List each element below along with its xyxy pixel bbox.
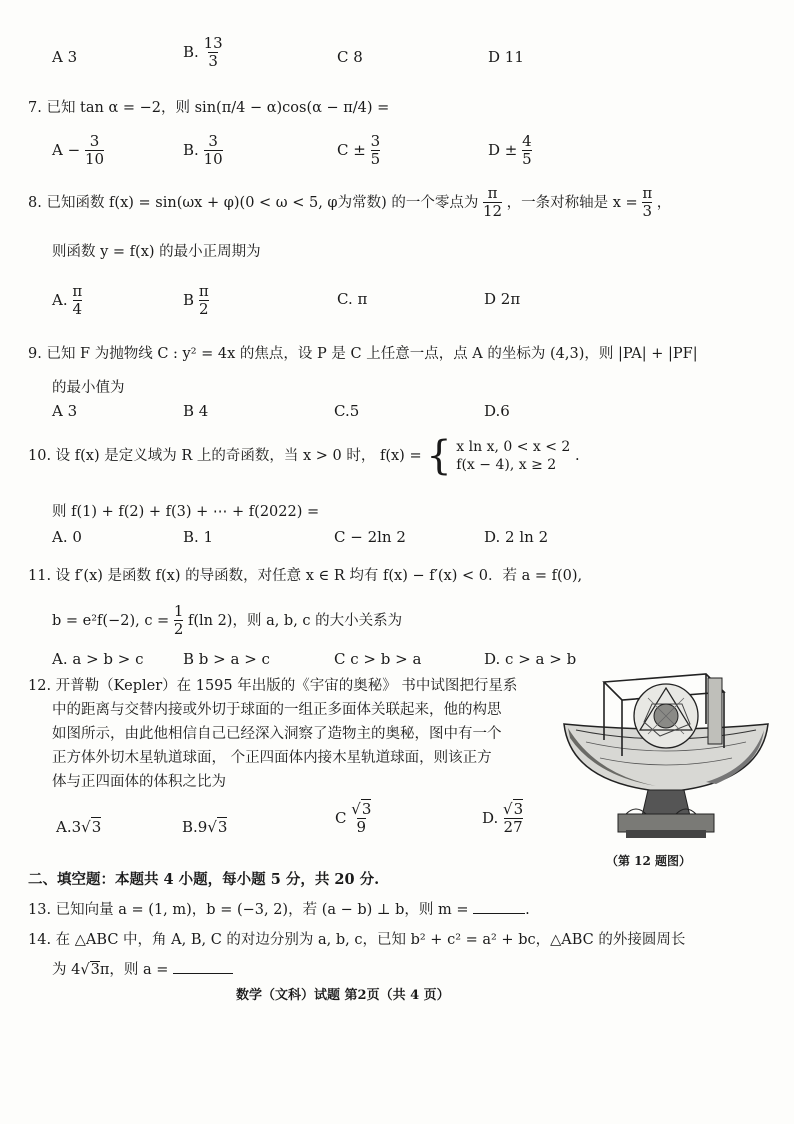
q9-stem: 9. 已知 F 为抛物线 C : y² = 4x 的焦点，设 P 是 C 上任意一点，点 A 的坐标为 (4,3)，则 |PA| + |PF| [28, 346, 698, 362]
q6-option-b-label: B. [183, 42, 199, 61]
q9-stem-line2: 的最小值为 [52, 380, 125, 396]
q12-d-radicand: 3 [513, 800, 524, 818]
q9-option-a: A 3 [52, 402, 78, 420]
sqrt-icon: √ [351, 800, 361, 818]
q7-option-a [52, 134, 104, 168]
q12-line1: 12. 开普勒（Kepler）在 1595 年出版的《宇宙的奥秘》 书中试图把行星系 [28, 678, 518, 694]
q10-option-a: A. 0 [52, 528, 82, 546]
q11-stem-line2 [52, 604, 402, 638]
q12-option-a [56, 818, 101, 836]
q6-option-d: D 11 [488, 48, 524, 66]
q7-b-label: B. [183, 140, 199, 159]
q11-line2-part1: b = e²f(−2), c = [52, 612, 170, 629]
q13-stem [28, 898, 530, 919]
q14-line2-part1: 为 4 [52, 962, 81, 978]
q8-b-fraction [199, 284, 209, 318]
q8-stem-line2: 则函数 y = f(x) 的最小正周期为 [52, 244, 261, 260]
q8-axis-num: π [642, 184, 653, 202]
q7-c-num: 3 [370, 132, 381, 150]
q8-b-den: 2 [198, 299, 209, 318]
kepler-figure [556, 664, 776, 846]
q12-d-den: 27 [503, 817, 523, 836]
q7-stem: 7. 已知 tan α = −2，则 sin(π/4 − α)cos(α − π/4) = [28, 100, 390, 116]
q12-option-b [182, 818, 227, 836]
q10-option-b: B. 1 [183, 528, 214, 546]
q14-radicand: 3 [90, 962, 100, 978]
q10-stem-text: 10. 设 f(x) 是定义域为 R 上的奇函数，当 x > 0 时， f(x) = [28, 448, 422, 464]
q6-b-numerator: 13 [203, 34, 223, 52]
q7-d-fraction [522, 134, 532, 168]
q14-line2-part2: π，则 a = [99, 962, 169, 978]
q12-line3: 如图所示，由此他相信自己已经深入洞察了造物主的奥秘，图中有一个 [52, 726, 502, 742]
q12-b-label: B. [182, 818, 198, 836]
q12-option-c [335, 802, 371, 836]
q9-option-d: D.6 [484, 402, 510, 420]
q10-option-c: C − 2ln 2 [334, 528, 406, 546]
q10-option-d: D. 2 ln 2 [484, 528, 549, 546]
q11-line2-part2: f(ln 2)，则 a, b, c 的大小关系为 [187, 612, 403, 629]
q12-a-coef: 3 [71, 818, 82, 836]
q12-c-label: C [335, 808, 347, 827]
q9-option-b: B 4 [183, 402, 209, 420]
q10-case2: f(x − 4), x ≥ 2 [456, 457, 557, 473]
q12-b-coef: 9 [197, 818, 208, 836]
q11-option-b: B b > a > c [183, 650, 270, 668]
q12-c-numerator [351, 802, 371, 818]
q11-option-a: A. a > b > c [52, 650, 144, 668]
q6-option-c: C 8 [337, 48, 363, 66]
q6-option-b [183, 36, 223, 70]
q12-line4: 正方体外切木星轨道球面， 个正四面体内接木星轨道球面，则该正方 [52, 750, 492, 766]
q7-option-d [488, 134, 532, 168]
kepler-model-illustration [556, 664, 776, 846]
q8-zero-fraction [483, 186, 502, 220]
q8-a-num: π [72, 282, 83, 300]
q8-a-label: A. [52, 290, 68, 309]
q8-stem-part3: ， [656, 194, 672, 211]
q8-a-fraction [72, 284, 82, 318]
q14-answer-blank[interactable] [173, 959, 233, 974]
q8-a-den: 4 [72, 299, 83, 318]
q12-line2: 中的距离与交替内接或外切于球面的一组正多面体关联起来，他的构思 [52, 702, 502, 718]
q12-c-fraction [351, 802, 371, 836]
q13-answer-blank[interactable] [473, 899, 525, 914]
q11-option-d: D. c > a > b [484, 650, 577, 668]
q7-c-den: 5 [370, 149, 381, 168]
q7-b-fraction [204, 134, 223, 168]
q12-option-d [482, 802, 523, 836]
q8-stem-part1: 8. 已知函数 f(x) = sin(ωx + φ)(0 < ω < 5, φ为常数) 的一个零点为 [28, 194, 479, 211]
q13-tail: . [525, 902, 530, 918]
q12-c-radicand: 3 [361, 800, 372, 818]
q9-option-c: C.5 [334, 402, 360, 420]
q8-axis-fraction [642, 186, 652, 220]
q14-stem: 14. 在 △ABC 中，角 A, B, C 的对边分别为 a, b, c，已知 b² + c² = a² + bc，△ABC 的外接圆周长 [28, 932, 686, 948]
q10-stem [28, 433, 580, 479]
q8-option-b [183, 284, 209, 318]
q7-c-label: C ± [337, 140, 366, 159]
q7-a-fraction [85, 134, 104, 168]
q6-option-b-fraction [204, 36, 223, 70]
q7-a-den: 10 [84, 149, 105, 168]
q8-zero-num: π [487, 184, 498, 202]
q12-b-radicand: 3 [217, 818, 228, 836]
sqrt-icon: √ [81, 818, 91, 836]
q10-stem-line2: 则 f(1) + f(2) + f(3) + ⋯ + f(2022) = [52, 504, 320, 520]
q12-figure-caption: （第 12 题图） [606, 854, 692, 868]
q8-option-a [52, 284, 82, 318]
q7-b-den: 10 [203, 149, 223, 168]
q10-tail: . [574, 448, 580, 464]
q12-a-radicand: 3 [91, 818, 102, 836]
q7-a-num: 3 [89, 132, 100, 150]
q12-d-numerator [503, 802, 523, 818]
q7-a-label: A − [52, 140, 81, 159]
q8-option-d: D 2π [484, 290, 521, 308]
sqrt-icon: √ [207, 818, 217, 836]
q12-line5: 体与正四面体的体积之比为 [52, 774, 226, 790]
q8-zero-den: 12 [482, 201, 503, 220]
q13-stem-text: 13. 已知向量 a = (1, m)，b = (−3, 2)，若 (a − b) ⊥ b，则 m = [28, 902, 469, 918]
q7-d-num: 4 [522, 132, 532, 150]
section-2-heading: 二、填空题：本题共 4 小题，每小题 5 分，共 20 分. [28, 871, 380, 888]
q10-case1: x ln x, 0 < x < 2 [456, 439, 571, 455]
q11-option-c: C c > b > a [334, 650, 422, 668]
q6-option-a: A 3 [52, 48, 78, 66]
q12-c-den: 9 [356, 817, 367, 836]
q7-b-num: 3 [208, 132, 218, 150]
q7-d-label: D ± [488, 140, 518, 159]
q14-stem-line2 [52, 958, 233, 979]
q8-stem [28, 186, 671, 220]
q7-option-b [183, 134, 223, 168]
q7-option-c [337, 134, 380, 168]
q6-b-denominator: 3 [208, 51, 218, 70]
page-footer: 数学（文科）试题 第2页（共 4 页） [236, 988, 450, 1003]
q12-d-label: D. [482, 808, 499, 827]
q8-stem-part2: ，一条对称轴是 x = [506, 194, 638, 211]
q8-b-label: B [183, 290, 195, 309]
q10-brace-icon: { [426, 433, 452, 479]
q12-a-label: A. [56, 818, 72, 836]
q8-option-c: C. π [337, 290, 368, 308]
q7-d-den: 5 [522, 149, 532, 168]
q11-half-fraction [174, 604, 184, 638]
q11-stem: 11. 设 f′(x) 是函数 f(x) 的导函数，对任意 x ∈ R 均有 f(x) − f′(x) < 0．若 a = f(0), [28, 568, 583, 584]
sqrt-icon: √ [80, 962, 90, 978]
q8-axis-den: 3 [642, 201, 653, 220]
q11-half-num: 1 [173, 602, 184, 620]
q10-cases [456, 438, 570, 474]
sqrt-icon: √ [503, 800, 513, 818]
q12-d-fraction [503, 802, 523, 836]
q8-b-num: π [198, 282, 209, 300]
q7-c-fraction [371, 134, 381, 168]
q11-half-den: 2 [173, 619, 184, 638]
